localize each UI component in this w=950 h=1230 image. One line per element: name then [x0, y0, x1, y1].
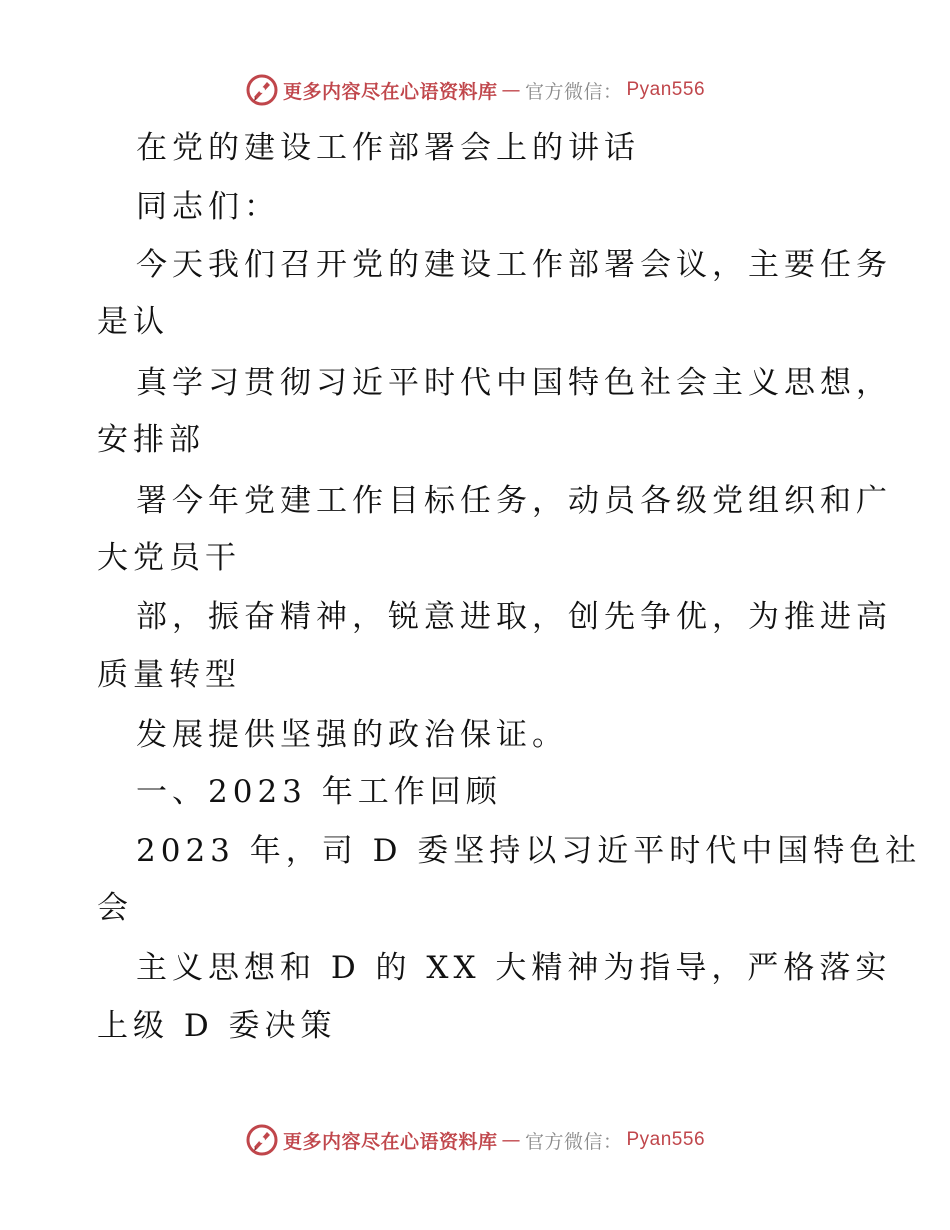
watermark-sub-text: 官方微信： — [524, 1130, 623, 1153]
paragraph-line: 安排部 — [97, 422, 205, 458]
watermark-wechat-id: Pyan556 — [626, 79, 706, 100]
paragraph-line: 质量转型 — [97, 657, 241, 693]
paragraph-line: 是认 — [97, 304, 169, 340]
watermark-content — [245, 1123, 705, 1157]
watermark-banner-top — [0, 70, 950, 110]
paragraph-line: 大党员干 — [97, 540, 241, 576]
paragraph-line: 署今年党建工作目标任务，动员各级党组织和广 — [136, 483, 892, 519]
watermark-sub-text: 官方微信： — [524, 80, 623, 103]
watermark-main-text: 更多内容尽在心语资料库 — [282, 1130, 498, 1153]
paragraph-line: 真学习贯彻习近平时代中国特色社会主义思想， — [136, 365, 892, 401]
paragraph-line: 上级 D 委决策 — [97, 1008, 337, 1044]
quill-logo-icon — [245, 1123, 279, 1157]
document-title: 在党的建设工作部署会上的讲话 — [136, 130, 640, 166]
salutation: 同志们： — [136, 189, 280, 225]
watermark-content — [245, 73, 705, 107]
watermark-dash: — — [501, 79, 521, 101]
paragraph-line: 部，振奋精神，锐意进取，创先争优，为推进高 — [136, 599, 892, 635]
quill-logo-icon — [245, 73, 279, 107]
paragraph-line: 主义思想和 D 的 XX 大精神为指导，严格落实 — [136, 950, 892, 986]
paragraph-line: 会 — [97, 890, 133, 926]
paragraph-line: 今天我们召开党的建设工作部署会议，主要任务 — [136, 247, 892, 283]
section-heading: 一、2023 年工作回顾 — [136, 774, 502, 810]
paragraph-line: 发展提供坚强的政治保证。 — [136, 717, 568, 753]
watermark-dash: — — [501, 1129, 521, 1151]
paragraph-line: 2023 年，司 D 委坚持以习近平时代中国特色社 — [136, 833, 922, 869]
watermark-banner-bottom — [0, 1120, 950, 1160]
watermark-main-text: 更多内容尽在心语资料库 — [282, 80, 498, 103]
watermark-wechat-id: Pyan556 — [626, 1129, 706, 1150]
